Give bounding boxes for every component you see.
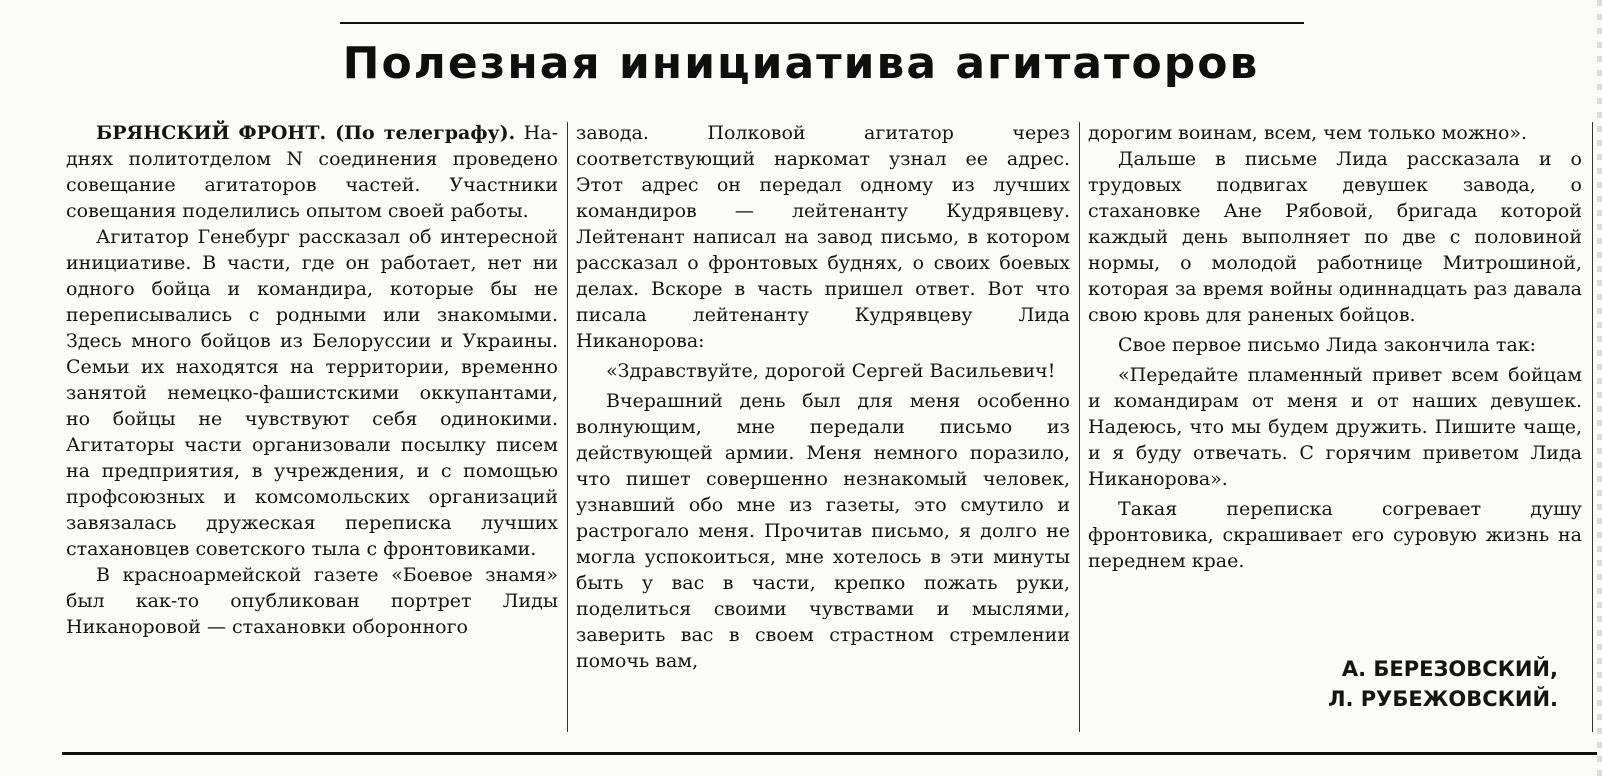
column-divider xyxy=(1079,122,1080,732)
paragraph: «Здравствуйте, дорогой Сергей Васильевич! xyxy=(606,360,1056,382)
paragraph: Такая переписка согревает душу фронтовика, скрашивает его суровую жизнь на переднем крае. xyxy=(1088,498,1582,572)
paragraph: Дальше в письме Лида рассказала и о трудовых подвигах девушек завода, о стахановке Ане Рябовой, бригада которой каждый день выполняет по две с половиной нормы, о молодой работнице Митрошиной, которая за время войны одиннадцать раз давала свою кровь для раненых бойцов. xyxy=(1088,148,1582,326)
top-rule xyxy=(340,22,1304,24)
paragraph: Агитатор Генебург рассказал об интересной инициативе. В части, где он работает, нет ни одного бойца и командира, которые бы не переписывались с родными или знакомыми. Здесь много бойцов из Белоруссии и Украины. Семьи их находятся на территории, временно занятой немецко-фашистскими оккупантами, но бойцы не чувствуют себя одинокими. Агитаторы части организовали посылку писем на предприятия, в учреждения, и с помощью профсоюзных и комсомольских организаций завязалась дружеская переписка лучших стахановцев советского тыла с фронтовиками. xyxy=(66,226,558,560)
author-name: Л. РУБЕЖОВСКИЙ. xyxy=(1328,687,1558,711)
adjacent-column-edge xyxy=(1597,0,1602,776)
author-name: А. БЕРЕЗОВСКИЙ, xyxy=(1341,657,1558,681)
column-divider xyxy=(1592,122,1593,732)
article-column-2 xyxy=(576,120,1070,730)
headline: Полезная инициатива агитаторов xyxy=(342,38,1260,89)
column-divider xyxy=(567,122,568,732)
bottom-rule xyxy=(62,752,1602,755)
author-signature xyxy=(1238,654,1558,714)
article-column-3 xyxy=(1088,120,1582,730)
paragraph: В красноармейской газете «Боевое знамя» был как-то опубликован портрет Лиды Никаноровой — стахановки оборонного xyxy=(66,564,558,638)
paragraph: Вчерашний день был для меня особенно волнующим, мне передали письмо из действующей армии. Меня немного поразило, что пишет совершенно незнакомый человек, узнавший обо мне из газеты, это смутило и растрогало меня. Прочитав письмо, я долго не могла успокоиться, мне хотелось в эти минуты быть у вас в части, крепко пожать руки, поделиться своими чувствами и мыслями, заверить вас в своем страстном стремлении помочь вам, xyxy=(576,390,1070,672)
paragraph: дорогим воинам, всем, чем только можно». xyxy=(1088,122,1528,144)
dateline: БРЯНСКИЙ ФРОНТ. (По телеграфу). xyxy=(96,122,516,144)
paragraph: Свое первое письмо Лида закончила так: xyxy=(1118,334,1537,356)
paragraph: завода. Полковой агитатор через соответствующий наркомат узнал ее адрес. Этот адрес он передал одному из лучших командиров — лейтенанту Кудрявцеву. Лейтенант написал на завод письмо, в котором рассказал о фронтовых буднях, о своих боевых делах. Вскоре в часть пришел ответ. Вот что писала лейтенанту Кудрявцеву Лида Никанорова: xyxy=(576,122,1070,352)
paragraph: «Передайте пламенный привет всем бойцам и командирам от меня и от наших девушек. Надеюсь, что мы будем дружить. Пишите чаще, и я буду отвечать. С горячим приветом Лида Никанорова». xyxy=(1088,364,1582,490)
article-column-1 xyxy=(66,120,558,730)
paragraph-text: На-днях политотделом N соединения проведено совещание агитаторов частей. Участники совещания поделились опытом своей работы. xyxy=(66,122,558,222)
paragraph xyxy=(66,120,558,224)
